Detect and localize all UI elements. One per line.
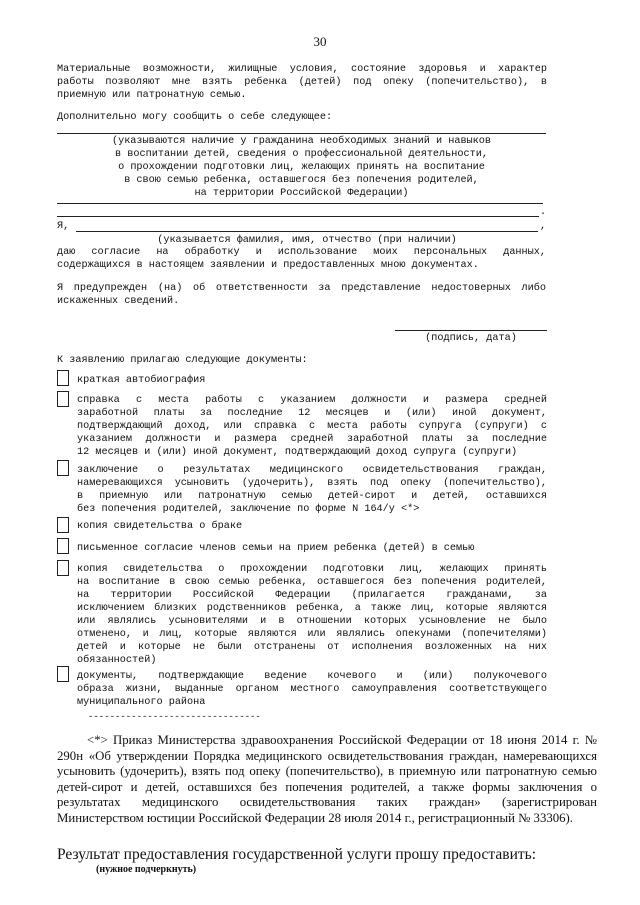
doc-line: подтверждающий доход, или справка с места работы супруга (супруги) с <box>77 421 547 432</box>
footnote-line: Министерством юстиции Российской Федерации 28 июля 2014 г., регистрационный № 33306). <box>57 810 574 825</box>
hint-line: в воспитании детей, сведения о профессиональной деятельности, <box>115 149 488 160</box>
additional-input-line-3[interactable] <box>57 216 539 217</box>
doc-line: документы, подтверждающие ведение кочевого и (или) полукочевого <box>77 671 547 682</box>
line-end-comma: , <box>540 221 547 232</box>
intro-line: приемную или патронатную семью. <box>57 90 247 101</box>
doc-line: указанием должности и размера средней заработной платы за последние <box>77 434 547 445</box>
result-hint: (нужное подчеркнуть) <box>96 864 197 875</box>
ya-label: Я, <box>57 221 70 232</box>
doc-line: краткая автобиография <box>77 375 206 386</box>
checkbox-training-certificate[interactable] <box>57 560 69 576</box>
doc-line: копия свидетельства о прохождении подготовки лиц, желающих принять <box>77 564 547 575</box>
doc-line: муниципального района <box>77 697 206 708</box>
checkbox-family-consent[interactable] <box>57 538 69 554</box>
doc-line: заключение о результатах медицинского освидетельствования граждан, <box>77 465 547 476</box>
intro-paragraph <box>57 63 547 102</box>
doc-marriage-certificate <box>77 520 547 533</box>
additional-hint <box>57 135 546 200</box>
doc-line: на территории Российской Федерации (прилагается гражданами, за <box>77 590 547 601</box>
result-title: Результат предоставления государственной услуги прошу предоставить: <box>57 846 537 863</box>
doc-line: образа жизни, выданные органом местного самоуправления соответствующего <box>77 684 547 695</box>
name-hint: (указывается фамилия, имя, отчество (при наличии) <box>157 235 457 246</box>
doc-line: справка с места работы с указанием должности и размера средней <box>77 395 547 406</box>
additional-input-line[interactable] <box>57 133 546 134</box>
intro-line: работы позволяют мне взять ребенка (детей) под опеку (попечительство), в <box>57 77 547 88</box>
consent-line: даю согласие на обработку и использование моих персональных данных, <box>57 247 546 258</box>
warning-line: искаженных сведений. <box>57 296 180 307</box>
footnote-line: 290н «Об утверждении Порядка медицинского освидетельствования граждан, намеревающихся <box>57 748 597 763</box>
doc-income-certificate <box>77 394 547 459</box>
checkbox-marriage-certificate[interactable] <box>57 517 69 533</box>
consent-paragraph <box>57 246 546 272</box>
signature-line[interactable] <box>395 330 547 331</box>
doc-line: намеревающихся усыновить (удочерить), взять под опеку (попечительство), <box>77 478 547 489</box>
checkbox-nomadic-lifestyle[interactable] <box>57 666 69 682</box>
footnote <box>57 733 597 826</box>
hint-line: (указываются наличие у гражданина необходимых знаний и навыков <box>111 136 492 147</box>
footnote-separator: -------------------------------- <box>88 712 261 722</box>
doc-line: на воспитание в свою семью ребенка, оставшегося без попечения родителей, <box>77 577 547 588</box>
warning-line: Я предупрежден (на) об ответственности за представление недостоверных либо <box>57 283 546 294</box>
signature-hint: (подпись, дата) <box>425 333 517 344</box>
doc-line: исключением близких родственников ребенка, а также лиц, которые являются <box>77 603 547 614</box>
doc-nomadic-lifestyle <box>77 670 547 709</box>
doc-autobiography <box>77 374 547 387</box>
attachments-label: К заявлению прилагаю следующие документы: <box>57 355 308 366</box>
footnote-line: усыновить (удочерить), взять под опеку (попечительство), в приемную или патронатную семью <box>57 764 597 778</box>
hint-line: в свою семью ребенка, оставшегося без попечения родителей, <box>124 175 479 186</box>
doc-line: заработной платы за последние 12 месяцев и (или) иной документ, <box>77 408 547 419</box>
footnote-line: <*> Приказ Министерства здравоохранения Российской Федерации от 18 июня 2014 г. № <box>87 733 597 747</box>
doc-medical-report <box>77 464 547 516</box>
additional-label: Дополнительно могу сообщить о себе следующее: <box>57 112 333 123</box>
consent-line: содержащихся в настоящем заявлении и предоставленных мною документах. <box>57 260 479 271</box>
doc-line: без попечения родителей, заключение по форме N 164/у <*> <box>77 504 420 515</box>
intro-line: Материальные возможности, жилищные условия, состояние здоровья и характер <box>57 64 547 75</box>
doc-line: письменное согласие членов семьи на прием ребенка (детей) в семью <box>77 543 475 554</box>
warning-paragraph <box>57 282 546 308</box>
checkbox-income-certificate[interactable] <box>57 391 69 407</box>
footnote-line: результатах медицинского освидетельствования таких граждан» (зарегистрирован <box>57 795 597 809</box>
doc-family-consent <box>77 542 547 555</box>
doc-line: отменено, и лиц, которые являются или являлись опекунами (попечителями) <box>77 629 547 640</box>
doc-line: или являлись усыновителями и в отношении которых усыновление не было <box>77 616 547 627</box>
doc-line: 12 месяцев и (или) иной документ, подтверждающий доход супруга (супруги) <box>77 447 518 458</box>
footnote-line: детей-сирот и детей, оставшихся без попечения родителей, а также формы заключения о <box>57 779 597 794</box>
doc-line: детей и которые не были отстранены от исполнения возложенных на них <box>77 642 547 653</box>
doc-line: в приемную или патронатную семью детей-сирот и детей, оставшихся <box>77 491 547 502</box>
page-number: 30 <box>313 34 327 49</box>
doc-line: копия свидетельства о браке <box>77 521 243 532</box>
line-end-period: . <box>540 207 547 218</box>
full-name-input-line[interactable] <box>76 231 538 232</box>
hint-line: о прохождении подготовки лиц, желающих принять на воспитание <box>118 162 485 173</box>
hint-line: на территории Российской Федерации) <box>194 188 409 199</box>
checkbox-autobiography[interactable] <box>57 370 69 386</box>
additional-input-line-2[interactable] <box>57 203 543 204</box>
doc-line: обязанностей) <box>77 655 157 666</box>
doc-training-certificate <box>77 563 547 667</box>
checkbox-medical-report[interactable] <box>57 460 69 476</box>
